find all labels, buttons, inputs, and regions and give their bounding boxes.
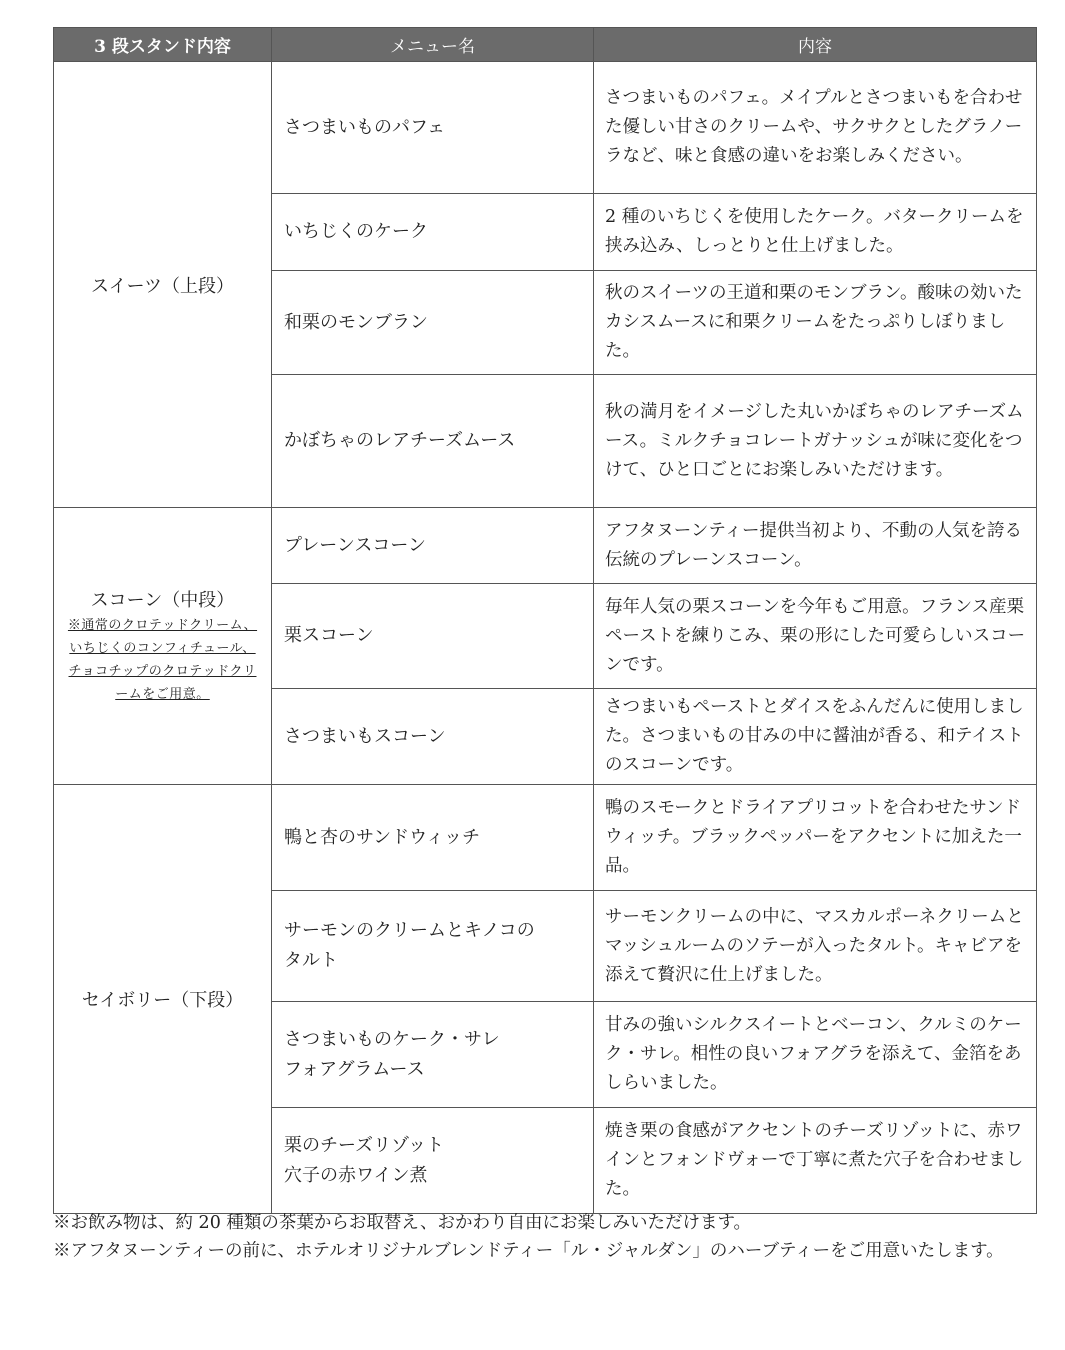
menu-item-name: さつまいものケーク・サレ フォアグラムース xyxy=(272,1002,594,1108)
menu-item-name: かぼちゃのレアチーズムース xyxy=(272,375,594,508)
section-sweets xyxy=(54,62,272,508)
section-label: セイボリー（下段） xyxy=(81,990,244,1011)
footnote-herbal-tea: ※アフタヌーンティーの前に、ホテルオリジナルブレンドティー「ル・ジャルダン」のハーブティーをご用意いたします。 xyxy=(53,1241,1004,1261)
header-menu-name: メニュー名 xyxy=(272,28,594,62)
menu-item-description: 毎年人気の栗スコーンを今年もご用意。フランス産栗ペーストを練りこみ、栗の形にした可愛らしいスコーンです。 xyxy=(594,584,1037,689)
header-row xyxy=(54,28,1037,62)
menu-item-description: 甘みの強いシルクスイートとベーコン、クルミのケーク・サレ。相性の良いフォアグラを添えて、金箔をあしらいました。 xyxy=(594,1002,1037,1108)
menu-item-description: アフタヌーンティー提供当初より、不動の人気を誇る伝統のプレーンスコーン。 xyxy=(594,508,1037,584)
menu-item-name: プレーンスコーン xyxy=(272,508,594,584)
table-row xyxy=(54,62,1037,194)
section-note: ※通常のクロテッドクリーム、いちじくのコンフィチュール、チョコチップのクロテッドクリームをご用意。 xyxy=(67,618,258,702)
menu-item-name: さつまいもスコーン xyxy=(272,689,594,785)
menu-item-name: 栗のチーズリゾット 穴子の赤ワイン煮 xyxy=(272,1108,594,1214)
footnote-drinks: ※お飲み物は、約 20 種類の茶葉からお取替え、おかわり自由にお楽しみいただけます。 xyxy=(53,1213,752,1233)
menu-item-name: 鴨と杏のサンドウィッチ xyxy=(272,785,594,891)
section-label: スイーツ（上段） xyxy=(91,275,234,297)
header-description: 内容 xyxy=(594,28,1037,62)
menu-item-description: 秋の満月をイメージした丸いかぼちゃのレアチーズムース。ミルクチョコレートガナッシュが味に変化をつけて、ひと口ごとにお楽しみいただけます。 xyxy=(594,375,1037,508)
menu-item-description: 焼き栗の食感がアクセントのチーズリゾットに、赤ワインとフォンドヴォーで丁寧に煮た穴子を合わせました。 xyxy=(594,1108,1037,1214)
table-row xyxy=(54,508,1037,584)
section-savory xyxy=(54,785,272,1214)
menu-item-description: さつまいものパフェ。メイプルとさつまいもを合わせた優しい甘さのクリームや、サクサクとしたグラノーラなど、味と食感の違いをお楽しみください。 xyxy=(594,62,1037,194)
header-stand-content: 3 段スタンド内容 xyxy=(54,28,272,62)
menu-item-name: いちじくのケーク xyxy=(272,194,594,271)
section-scones xyxy=(54,508,272,785)
menu-item-description: 鴨のスモークとドライアプリコットを合わせたサンドウィッチ。ブラックペッパーをアクセントに加えた一品。 xyxy=(594,785,1037,891)
menu-item-description: 秋のスイーツの王道和栗のモンブラン。酸味の効いたカシスムースに和栗クリームをたっぷりしぼりました。 xyxy=(594,271,1037,375)
menu-item-name: サーモンのクリームとキノコの タルト xyxy=(272,891,594,1002)
menu-item-description: さつまいもペーストとダイスをふんだんに使用しました。さつまいもの甘みの中に醤油が香る、和テイストのスコーンです。 xyxy=(594,689,1037,785)
menu-item-name: 和栗のモンブラン xyxy=(272,271,594,375)
menu-item-description: 2 種のいちじくを使用したケーク。バタークリームを挟み込み、しっとりと仕上げました。 xyxy=(594,194,1037,271)
footnotes xyxy=(53,1209,1043,1265)
section-label: スコーン（中段） xyxy=(90,590,235,611)
table-row xyxy=(54,785,1037,891)
menu-item-description: サーモンクリームの中に、マスカルポーネクリームとマッシュルームのソテーが入ったタルト。キャビアを添えて贅沢に仕上げました。 xyxy=(594,891,1037,1002)
menu-item-name: 栗スコーン xyxy=(272,584,594,689)
menu-table xyxy=(53,27,1037,1214)
menu-item-name: さつまいものパフェ xyxy=(272,62,594,194)
